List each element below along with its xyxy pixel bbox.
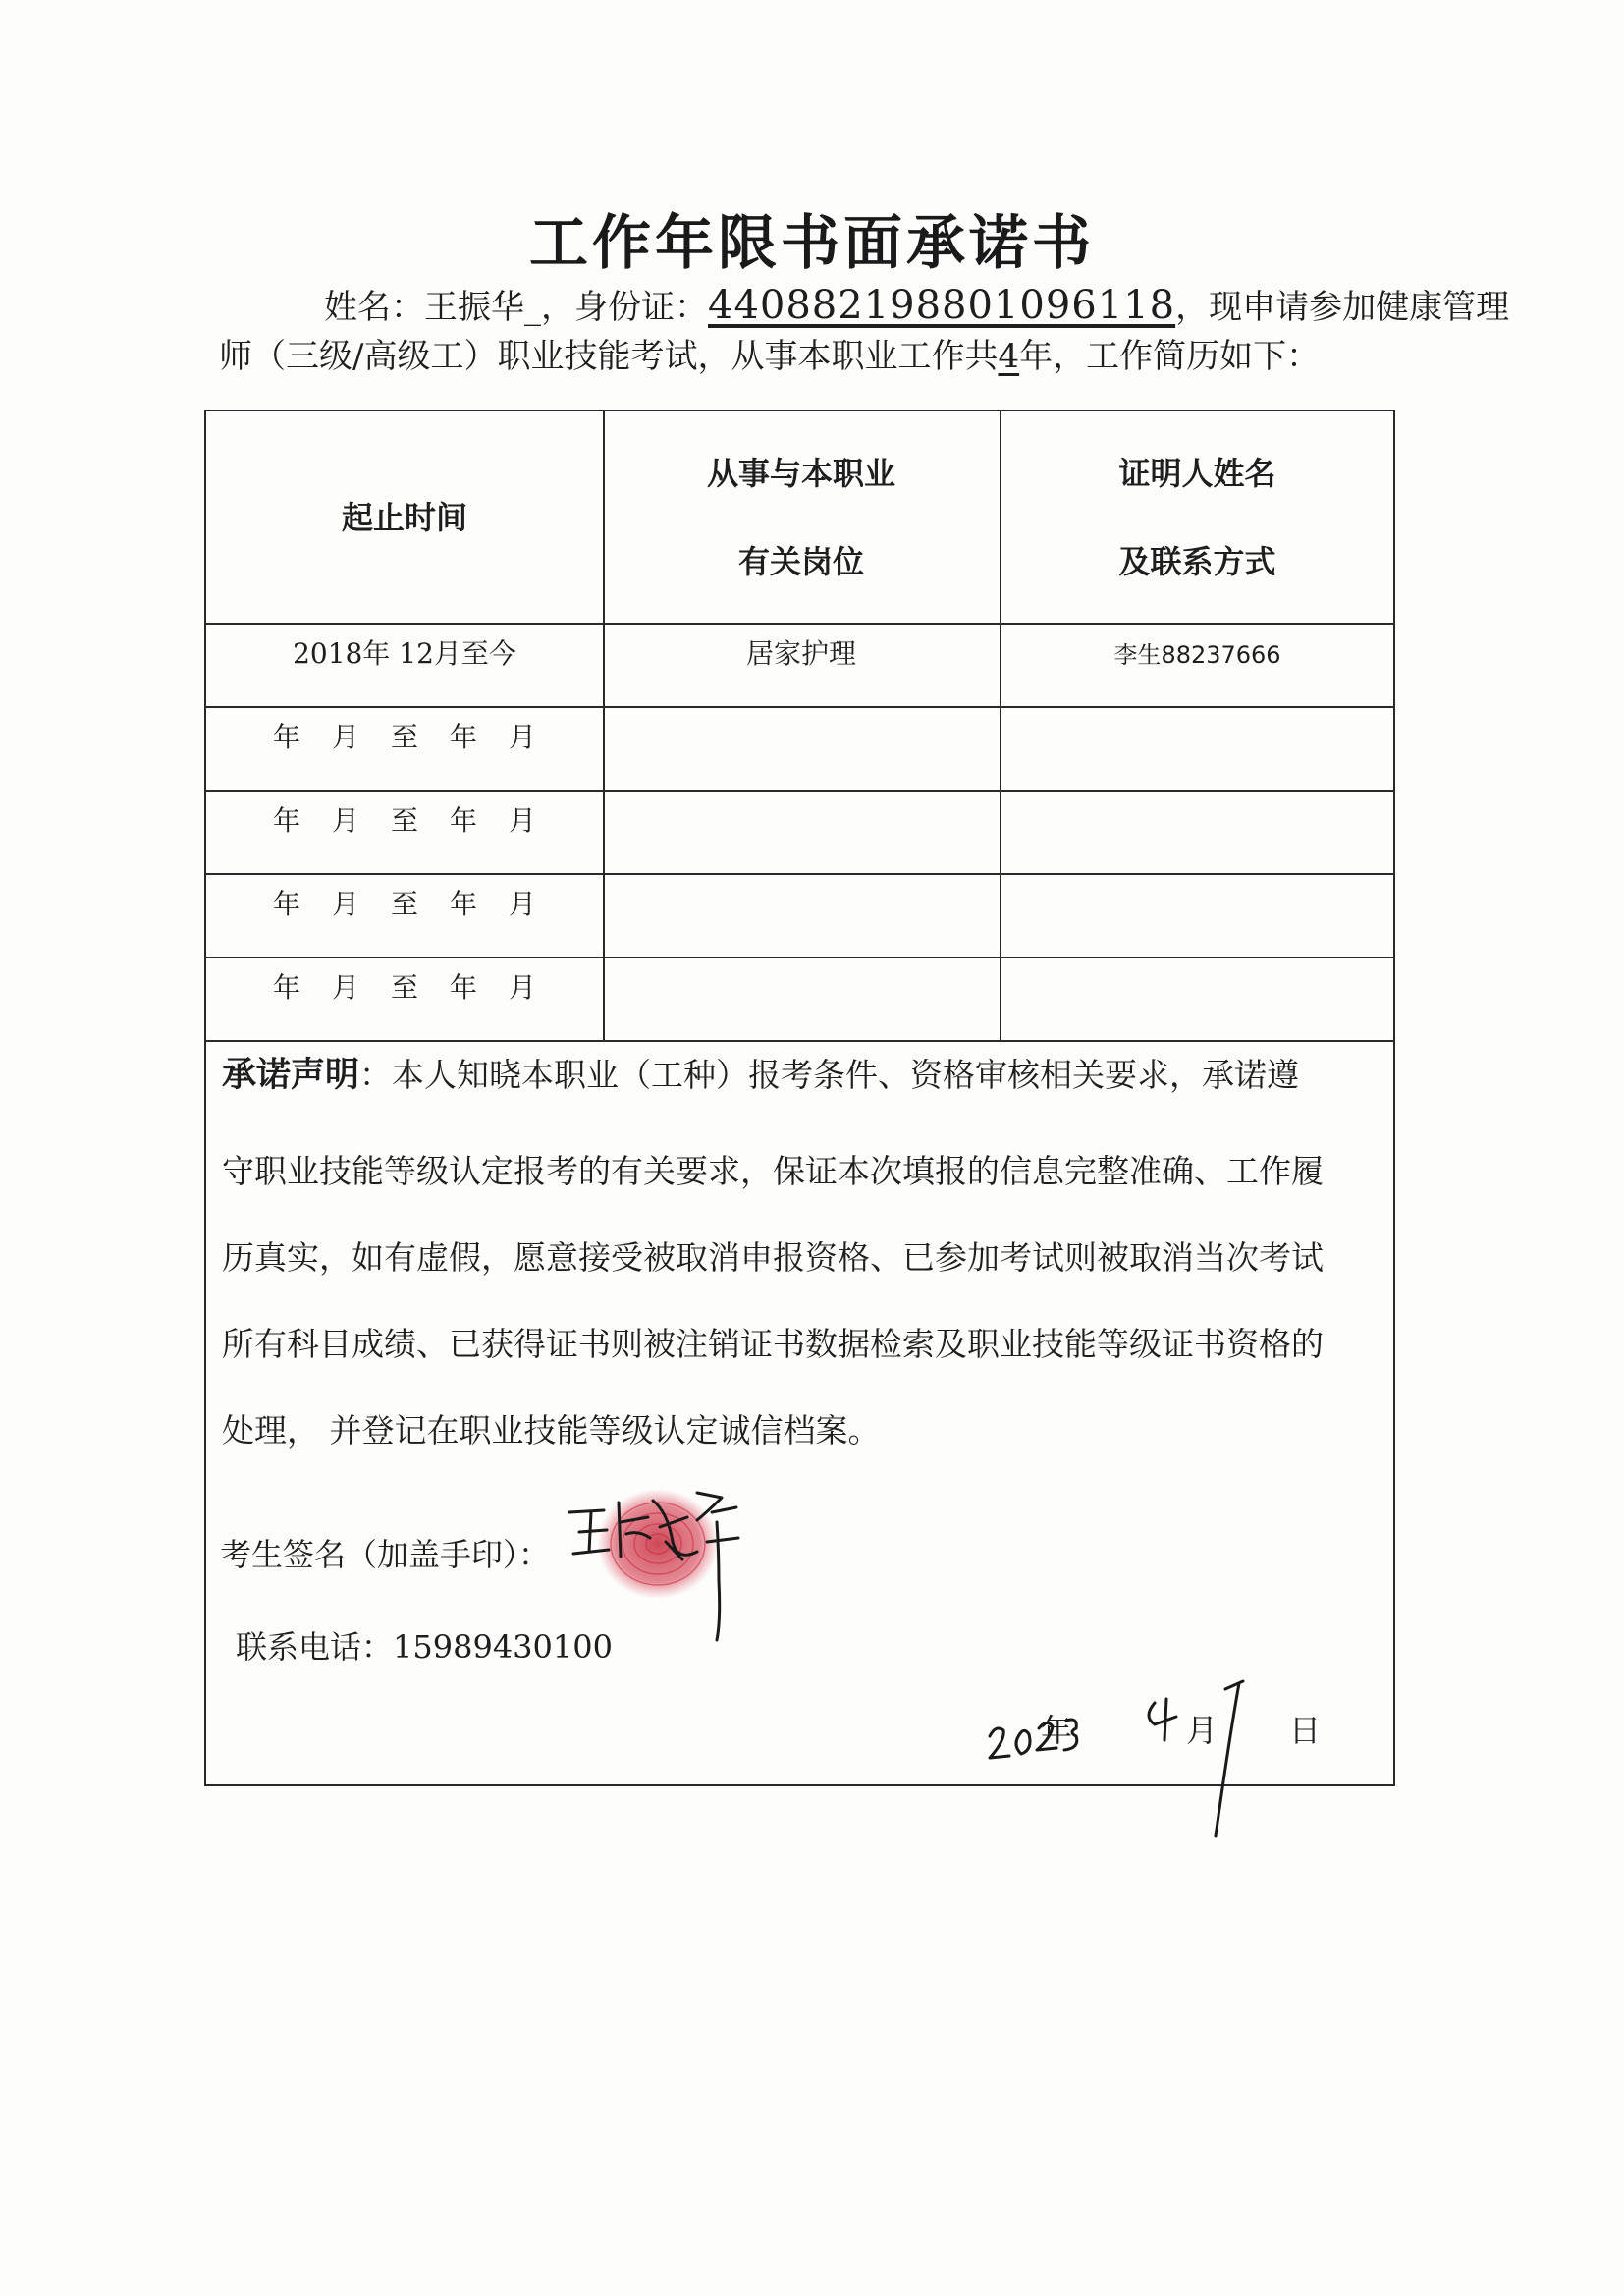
- to-label: 至: [390, 804, 418, 837]
- year-label: 年: [449, 804, 477, 837]
- year-label: 年: [272, 971, 300, 1004]
- declaration-line-3: 历真实，如有虚假，愿意接受被取消申报资格、已参加考试则被取消当次考试: [222, 1238, 1324, 1277]
- month-label: 月: [508, 888, 536, 920]
- row-1-position: 居家护理: [745, 637, 856, 670]
- to-label: 至: [390, 888, 418, 920]
- row-1-period: 2018年 12月至今: [293, 637, 516, 670]
- intro-line-2-tail: 年，工作简历如下：: [1019, 337, 1321, 376]
- month-label: 月: [331, 888, 359, 920]
- to-label: 至: [390, 971, 418, 1004]
- year-label: 年: [272, 804, 300, 837]
- phone-label: 联系电话：: [236, 1628, 394, 1666]
- header-period: 起止时间: [341, 498, 467, 536]
- year-label: 年: [449, 971, 477, 1004]
- id-number: 440882198801096118: [708, 283, 1176, 328]
- month-label: 月: [331, 721, 359, 753]
- applicant-name: 王振华: [424, 288, 524, 327]
- row-4-period: [206, 873, 603, 932]
- name-prefix: 姓名：: [324, 288, 424, 327]
- row-1-witness: 李生88237666: [1113, 640, 1281, 669]
- month-label: 月: [508, 804, 536, 837]
- phone-number: 15989430100: [393, 1628, 613, 1666]
- intro-line-1: [324, 280, 1509, 328]
- declaration-line-2: 守职业技能等级认定报考的有关要求，保证本次填报的信息完整准确、工作履: [222, 1152, 1324, 1190]
- handwritten-date: [982, 1660, 1296, 1846]
- date-day-label: 日: [1289, 1712, 1322, 1749]
- row-divider: [206, 1040, 1393, 1042]
- to-label: 至: [390, 721, 418, 753]
- year-label: 年: [272, 888, 300, 920]
- declaration-line-1: 承诺声明：本人知晓本职业（工种）报考条件、资格审核相关要求，承诺遵: [222, 1055, 1300, 1095]
- row-5-period: [206, 957, 603, 1015]
- date-year-label: 年: [1041, 1712, 1073, 1749]
- month-label: 月: [331, 804, 359, 837]
- handwritten-day-icon: [1216, 1681, 1243, 1836]
- header-position-line-2: 有关岗位: [737, 542, 864, 580]
- declaration-line-4: 所有科目成绩、已获得证书则被注销证书数据检索及职业技能等级证书资格的: [222, 1325, 1324, 1363]
- name-suffix: _，身份证：: [524, 288, 708, 327]
- year-label: 年: [449, 721, 477, 753]
- month-label: 月: [331, 971, 359, 1004]
- date-month-label: 月: [1186, 1712, 1218, 1749]
- handwritten-month-icon: [1149, 1699, 1176, 1740]
- header-position-line-1: 从事与本职业: [706, 454, 895, 492]
- month-label: 月: [508, 971, 536, 1004]
- row-3-period: [206, 790, 603, 848]
- intro-line-2-head: 师（三级/高级工）职业技能考试，从事本职业工作共: [219, 337, 999, 376]
- handwritten-digit-icon: [990, 1728, 1009, 1758]
- signature-label: 考生签名（加盖手印）：: [220, 1536, 551, 1573]
- header-position: [603, 411, 1000, 623]
- header-witness-line-1: 证明人姓名: [1118, 454, 1276, 492]
- work-history-form: [204, 410, 1395, 1786]
- work-years: 4: [998, 337, 1020, 376]
- year-label: 年: [449, 888, 477, 920]
- month-label: 月: [508, 721, 536, 753]
- declaration-label: 承诺声明: [222, 1055, 360, 1095]
- year-label: 年: [272, 721, 300, 753]
- intro-line-1-tail: ，现申请参加健康管理: [1175, 288, 1510, 327]
- intro-line-2: [219, 329, 1320, 377]
- header-witness: [1000, 411, 1395, 623]
- header-witness-line-2: 及联系方式: [1118, 542, 1276, 580]
- phone-line: [236, 1622, 613, 1667]
- handwritten-digit-icon: [1016, 1730, 1030, 1754]
- declaration-line-5: 处理， 并登记在职业技能等级认定诚信档案。: [222, 1411, 881, 1449]
- row-2-period: [206, 706, 603, 765]
- page-title: 工作年限书面承诺书: [529, 209, 1095, 278]
